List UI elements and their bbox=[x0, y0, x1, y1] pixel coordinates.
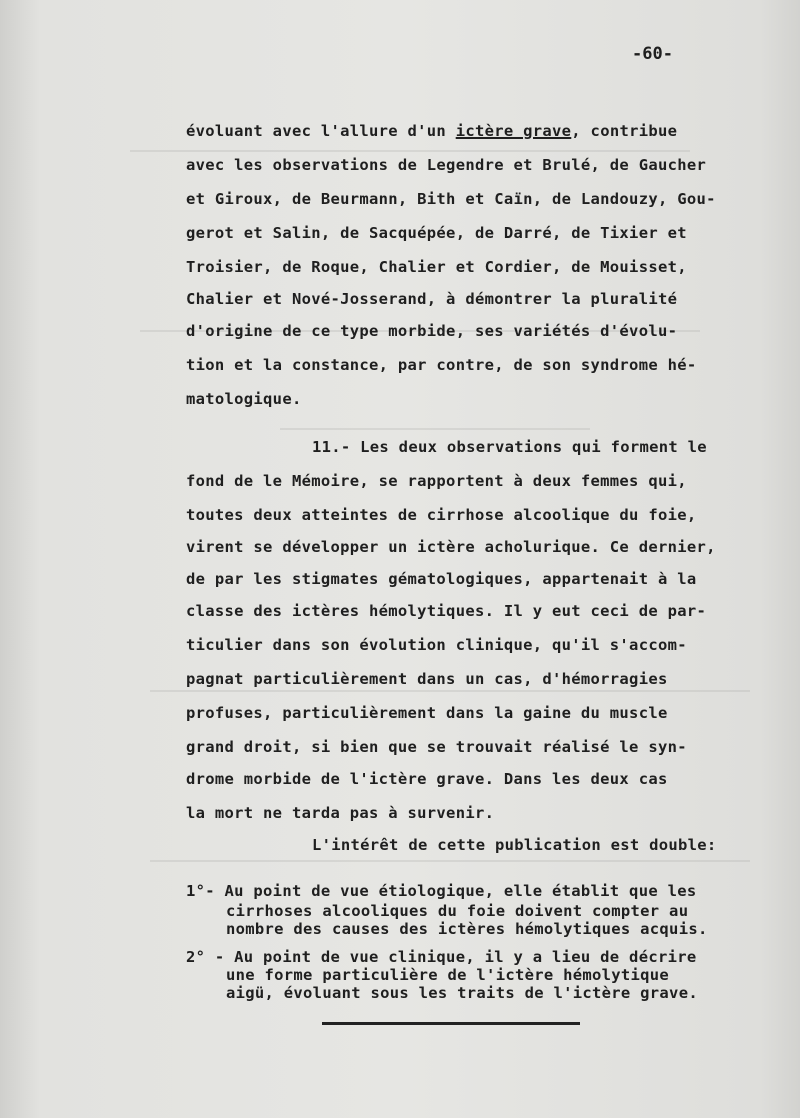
text-line: classe des ictères hémolytiques. Il y eut ceci de par- bbox=[186, 602, 707, 620]
closing-rule bbox=[322, 1022, 580, 1025]
text-line: virent se développer un ictère acholurique. Ce dernier, bbox=[186, 538, 716, 556]
text-line: ticulier dans son évolution clinique, qu'il s'accom- bbox=[186, 636, 687, 654]
text-line: pagnat particulièrement dans un cas, d'hémorragies bbox=[186, 670, 668, 688]
page-number: -60- bbox=[632, 44, 673, 64]
text-line: 11.- Les deux observations qui forment le bbox=[312, 438, 707, 456]
text-line: drome morbide de l'ictère grave. Dans les deux cas bbox=[186, 770, 668, 788]
bleed-through-mark bbox=[150, 690, 750, 692]
text-line: Troisier, de Roque, Chalier et Cordier, de Mouisset, bbox=[186, 258, 687, 276]
text-line: nombre des causes des ictères hémolytiques acquis. bbox=[226, 920, 708, 938]
text-line: tion et la constance, par contre, de son syndrome hé- bbox=[186, 356, 697, 374]
text-line: de par les stigmates gématologiques, appartenait à la bbox=[186, 570, 697, 588]
text-line: Chalier et Nové-Josserand, à démontrer la pluralité bbox=[186, 290, 678, 308]
text-line: la mort ne tarda pas à survenir. bbox=[186, 804, 495, 822]
text-line: 1°- Au point de vue étiologique, elle établit que les bbox=[186, 882, 697, 900]
text-line: toutes deux atteintes de cirrhose alcoolique du foie, bbox=[186, 506, 697, 524]
bleed-through-mark bbox=[280, 428, 590, 430]
text-line: cirrhoses alcooliques du foie doivent compter au bbox=[226, 902, 689, 920]
text-line: d'origine de ce type morbide, ses variétés d'évolu- bbox=[186, 322, 678, 340]
text-line: gerot et Salin, de Sacquépée, de Darré, de Tixier et bbox=[186, 224, 687, 242]
text-line: évoluant avec l'allure d'un ictère grave, contribue bbox=[186, 122, 678, 140]
text-line: une forme particulière de l'ictère hémolytique bbox=[226, 966, 670, 984]
text-line: matologique. bbox=[186, 390, 302, 408]
bleed-through-mark bbox=[130, 150, 690, 152]
text-line: 2° - Au point de vue clinique, il y a lieu de décrire bbox=[186, 948, 697, 966]
bleed-through-mark bbox=[150, 860, 750, 862]
text-line: aigü, évoluant sous les traits de l'ictère grave. bbox=[226, 984, 698, 1002]
text-line: profuses, particulièrement dans la gaine du muscle bbox=[186, 704, 668, 722]
text-line: L'intérêt de cette publication est double: bbox=[312, 836, 717, 854]
text-line: avec les observations de Legendre et Brulé, de Gaucher bbox=[186, 156, 707, 174]
text-line: grand droit, si bien que se trouvait réalisé le syn- bbox=[186, 738, 687, 756]
text-line: fond de le Mémoire, se rapportent à deux femmes qui, bbox=[186, 472, 687, 490]
text-line: et Giroux, de Beurmann, Bith et Caïn, de Landouzy, Gou- bbox=[186, 190, 716, 208]
